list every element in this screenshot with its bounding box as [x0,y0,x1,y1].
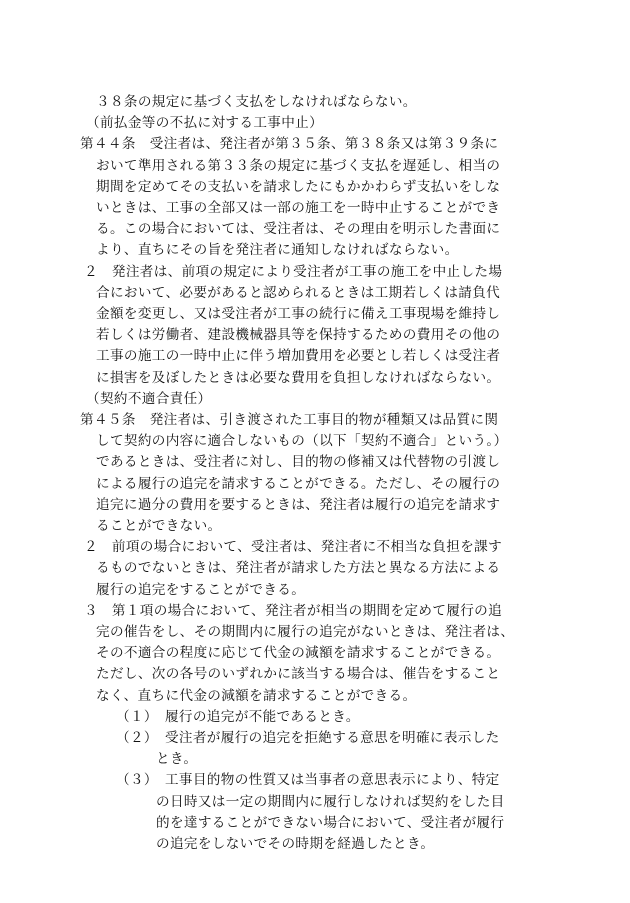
text-line: の追完をしないでその時期を経過したとき。 [156,836,435,852]
text-line: 合において、必要があると認められるときは工期若しくは請負代 [96,284,501,301]
text-line: であるときは、受注者に対し、目的物の修補又は代替物の引渡し [96,454,501,471]
section-heading: （契約不適合責任） [86,390,212,407]
item-2-line: （２） 受注者が履行の追完を拒絶する意思を明確に表示した [116,730,500,746]
text-line: ３８条の規定に基づく支払をしなければならない。 [96,94,417,110]
text-line: 金額を変更し、又は受注者が工事の続行に備え工事現場を維持し [96,306,501,322]
text-line: 期間を定めてその支払いを請求したにもかかわらず支払いをしな [96,178,501,195]
paragraph-2-line: ２ 発注者は、前項の規定により受注者が工事の施工を中止した場 [84,263,503,280]
text-line: とき。 [156,751,198,768]
text-line: して契約の内容に適合しないもの（以下「契約不適合」という。） [96,433,508,450]
text-line: 追完に過分の費用を要するときは、発注者は履行の追完を請求す [96,496,501,513]
text-line: に損害を及ぼしたときは必要な費用を負担しなければならない。 [96,369,501,386]
paragraph-3-line: ３ 第１項の場合において、発注者が相当の期間を定めて履行の追 [84,602,503,619]
text-line: る。この場合においては、受注者は、その理由を明示した書面に [96,221,501,238]
item-1-line: （１） 履行の追完が不能であるとき。 [116,708,360,725]
text-line: の日時又は一定の期間内に履行しなければ契約をした目 [156,793,505,810]
text-line: 的を達することができない場合において、受注者が履行 [156,814,505,831]
section-heading: （前払金等の不払に対する工事中止） [86,115,324,132]
item-3-line: （３） 工事目的物の性質又は当事者の意思表示により、特定 [116,772,500,789]
text-line: るものでないときは、発注者が請求した方法と異なる方法による [96,560,501,577]
text-line: による履行の追完を請求することができる。ただし、その履行の [96,475,501,492]
text-line: いときは、工事の全部又は一部の施工を一時中止することができ [96,200,501,216]
text-line: その不適合の程度に応じて代金の減額を請求することができる。 [96,645,501,662]
text-line: おいて準用される第３３条の規定に基づく支払を遅延し、相当の [96,157,501,174]
article-45-line: 第４５条 発注者は、引き渡された工事目的物が種類又は品質に関 [80,412,499,428]
text-line: より、直ちにその旨を発注者に通知しなければならない。 [96,242,459,259]
text-line: 完の催告をし、その期間内に履行の追完がないときは、発注者は、 [96,624,515,640]
text-line: なく、直ちに代金の減額を請求することができる。 [96,687,417,704]
text-line: 履行の追完をすることができる。 [96,581,306,598]
text-line: ただし、次の各号のいずれかに該当する場合は、催告をすること [96,666,501,683]
paragraph-2-line: ２ 前項の場合において、受注者は、発注者に不相当な負担を課す [84,539,503,556]
text-line: ることができない。 [96,518,222,534]
text-line: 若しくは労働者、建設機械器具等を保持するための費用その他の [96,327,501,344]
text-line: 工事の施工の一時中止に伴う増加費用を必要とし若しくは受注者 [96,348,501,365]
article-44-line: 第４４条 受注者は、発注者が第３５条、第３８条又は第３９条に [80,136,499,153]
